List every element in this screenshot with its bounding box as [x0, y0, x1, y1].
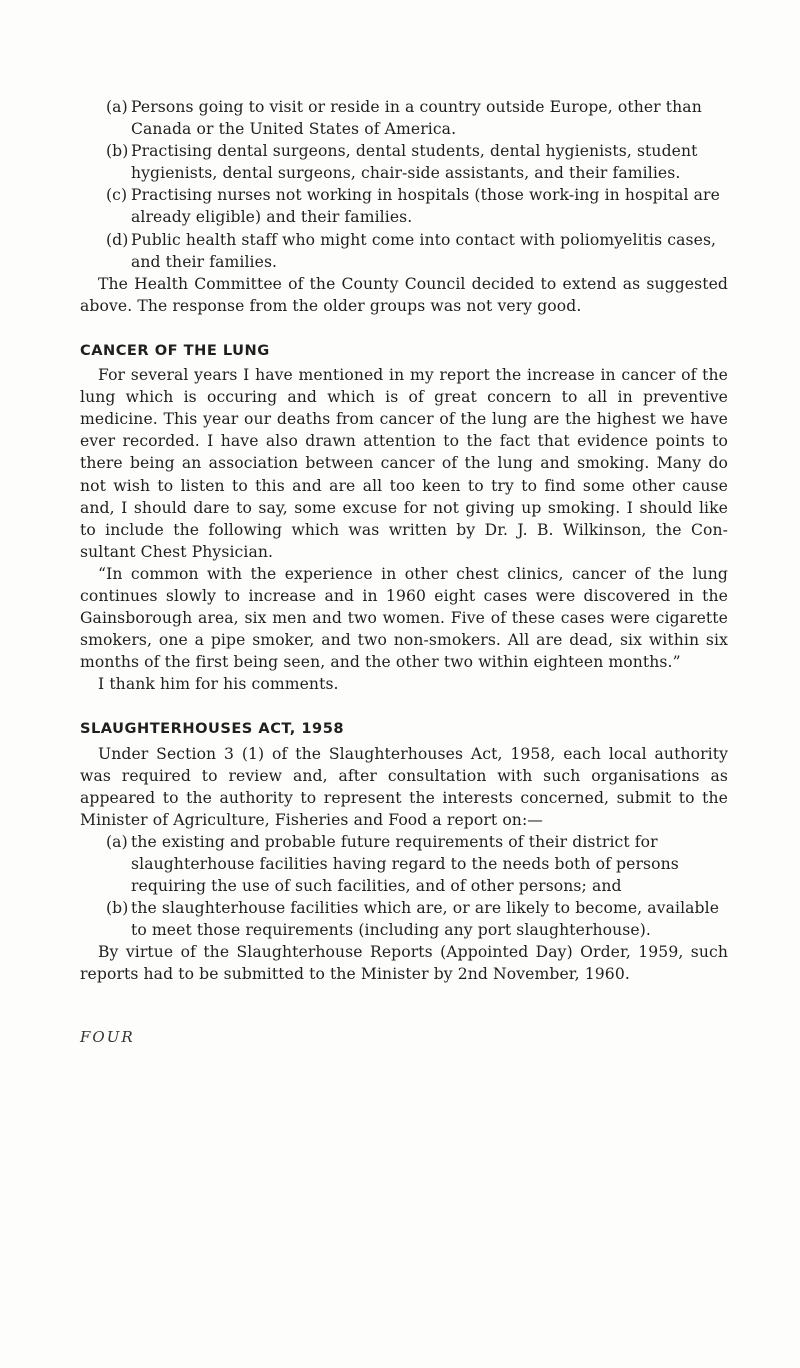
list-text: Practising dental surgeons, dental students, dental hygienists, student hygienists, dental surgeons, chair-side assistants, and their families. — [131, 142, 698, 183]
list-text: Persons going to visit or reside in a country outside Europe, other than Canada or the United States of America. — [131, 98, 702, 139]
list-marker: (a) — [106, 832, 128, 851]
report-items-list — [80, 831, 728, 941]
section-heading-cancer: CANCER OF THE LUNG — [80, 341, 270, 359]
list-item — [80, 831, 728, 897]
list-marker: (b) — [106, 899, 129, 918]
list-item — [80, 96, 728, 140]
list-item — [80, 140, 728, 184]
section-heading-slaughterhouses: SLAUGHTERHOUSES ACT, 1958 — [80, 720, 345, 738]
paragraph: For several years I have mentioned in my report the increase in cancer of the lung which is occuring and which is of great concern to all in preventive medicine. This year our deaths from cancer of the lung are the highest we have ever recorded. I have also drawn attention to the fact that evidence points to there being an association between cancer of the lung and smoking. Many do not wish to listen to this and are all too keen to try to find some other cause and, I should dare to say, some excuse for not giving up smoking. I should like to include the following which was written by Dr. J. B. Wilkinson, the Con-sultant Chest Physician. — [80, 366, 728, 561]
eligible-groups-list — [80, 96, 728, 273]
list-marker: (a) — [106, 98, 128, 116]
list-marker: (b) — [106, 142, 129, 161]
paragraph: The Health Committee of the County Council decided to extend as suggested above. The response from the older groups was not very good. — [80, 274, 728, 315]
list-text: the slaughterhouse facilities which are, or are likely to become, available to meet those requirements (including any port slaughterhouse). — [131, 899, 720, 940]
list-item — [80, 229, 728, 273]
list-item — [80, 897, 728, 941]
list-marker: (d) — [106, 230, 129, 249]
quote-paragraph: “In common with the experience in other chest clinics, cancer of the lung continues slowly to increase and in 1960 eight cases were discovered in the Gainsborough area, six men and two women. Five of these cases were cigarette smokers, one a pipe smoker, and two non-smokers. All are dead, six within six months of the first being seen, and the other two within eighteen months.” — [80, 564, 728, 672]
list-marker: (c) — [106, 186, 128, 205]
paragraph: I thank him for his comments. — [98, 675, 339, 694]
list-item — [80, 184, 728, 228]
page-number: FOUR — [80, 1027, 135, 1046]
paragraph: By virtue of the Slaughterhouse Reports (Appointed Day) Order, 1959, such reports had to be submitted to the Minister by 2nd November, 1960. — [80, 943, 728, 984]
list-text: Practising nurses not working in hospitals (those work-ing in hospital are already eligible) and their families. — [131, 186, 720, 227]
list-text: Public health staff who might come into contact with poliomyelitis cases, and their families. — [131, 230, 717, 271]
paragraph: Under Section 3 (1) of the Slaughterhouses Act, 1958, each local authority was required to review and, after consultation with such organisations as appeared to the authority to represent the interests concerned, submit to the Minister of Agriculture, Fisheries and Food a report on:— — [80, 744, 728, 829]
list-text: the existing and probable future requirements of their district for slaughterhouse facilities having regard to the needs both of persons requiring the use of such facilities, and of other persons; and — [131, 832, 679, 896]
